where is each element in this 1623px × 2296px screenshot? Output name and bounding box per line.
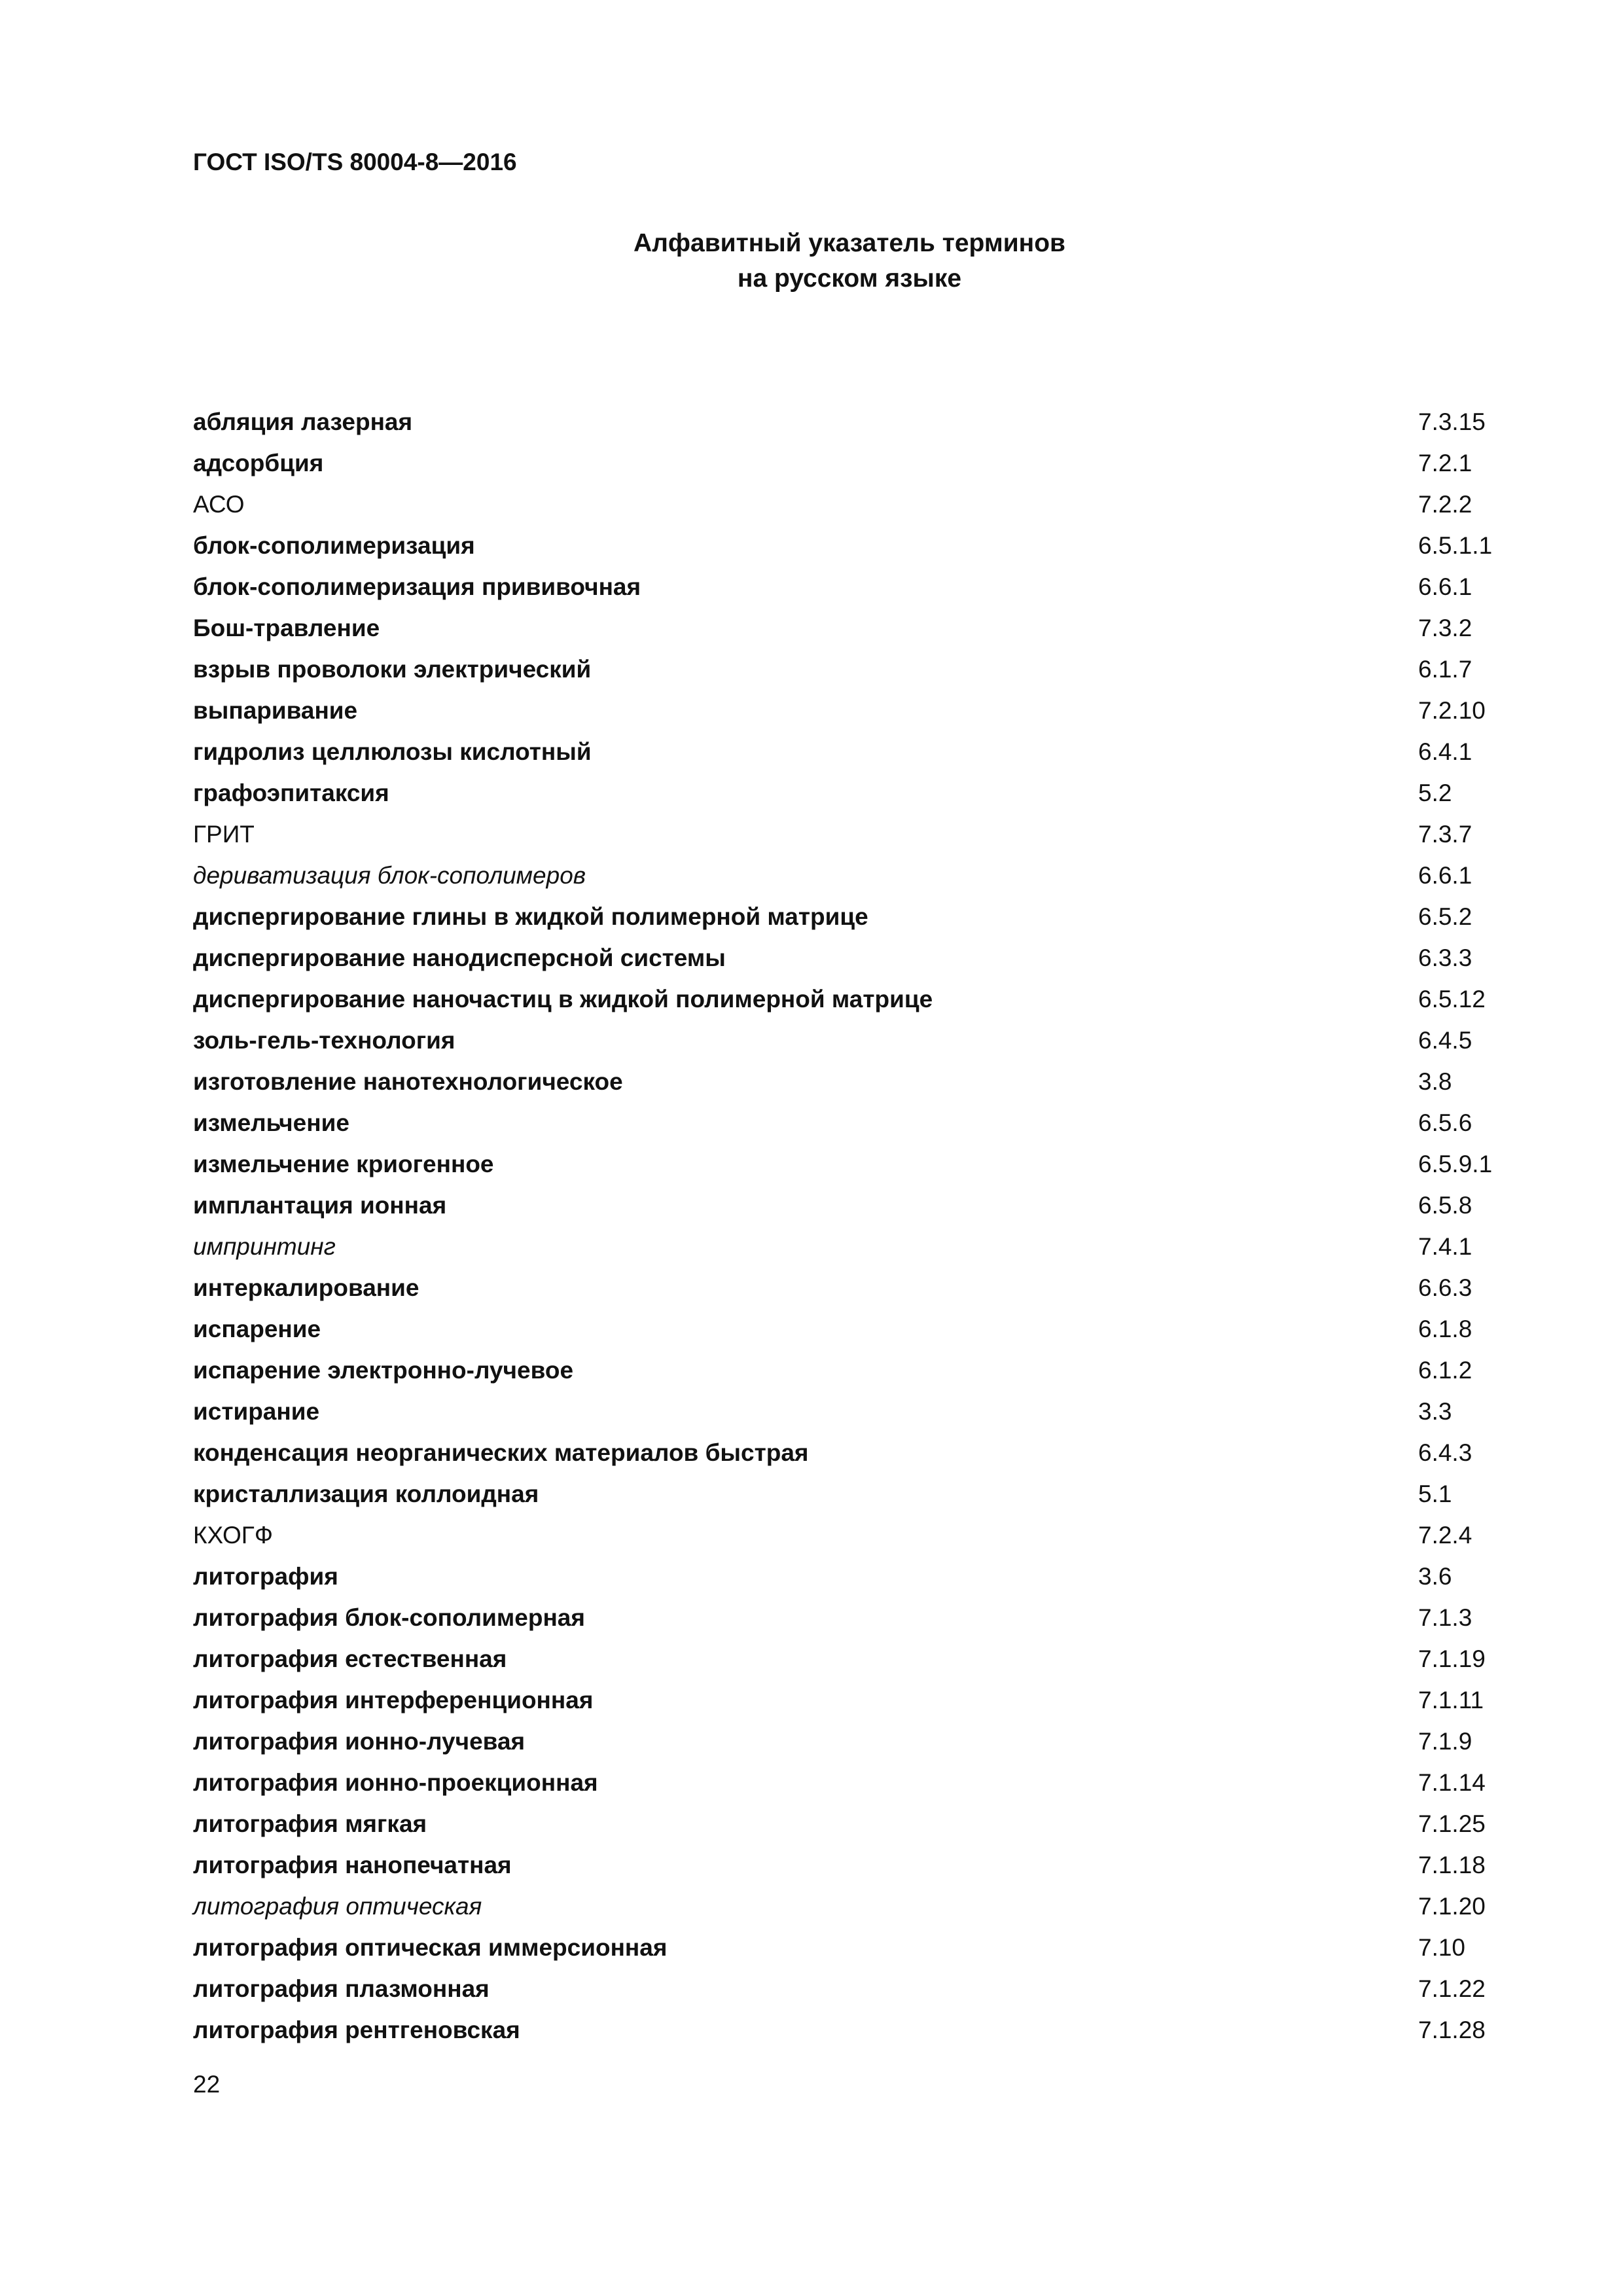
- index-section-ref: 6.6.1: [1418, 573, 1472, 600]
- index-section-ref: 7.2.2: [1418, 491, 1472, 518]
- index-section-ref: 7.4.1: [1418, 1233, 1472, 1260]
- index-section-ref: 6.5.8: [1418, 1192, 1472, 1219]
- index-term: литография нанопечатная: [193, 1852, 512, 1878]
- index-entry: [193, 1844, 1495, 1886]
- index-section-ref: 7.1.20: [1418, 1893, 1486, 1920]
- index-section-ref: 6.4.1: [1418, 738, 1472, 765]
- index-term: ГРИТ: [193, 821, 255, 848]
- index-term: литография мягкая: [193, 1810, 427, 1837]
- index-section-ref: 7.1.19: [1418, 1645, 1486, 1672]
- document-header: ГОСТ ISO/TS 80004-8—2016: [193, 149, 517, 175]
- index-entry: [193, 1886, 1495, 1927]
- index-term: диспергирование глины в жидкой полимерной матрице: [193, 903, 868, 930]
- index-term: гидролиз целлюлозы кислотный: [193, 738, 592, 765]
- index-section-ref: 7.1.25: [1418, 1810, 1486, 1837]
- index-entry: [193, 1927, 1495, 1968]
- index-entry: [193, 1143, 1495, 1185]
- index-title: [0, 226, 1623, 296]
- page-number: 22: [193, 2071, 221, 2098]
- index-term: литография: [193, 1563, 338, 1590]
- index-term: литография оптическая иммерсионная: [193, 1934, 668, 1961]
- index-term: истирание: [193, 1398, 320, 1425]
- index-term: графоэпитаксия: [193, 780, 389, 806]
- index-section-ref: 7.1.3: [1418, 1604, 1472, 1631]
- index-section-ref: 7.1.18: [1418, 1852, 1486, 1878]
- index-section-ref: 6.6.1: [1418, 862, 1472, 889]
- index-term: испарение электронно-лучевое: [193, 1357, 574, 1384]
- index-entry: [193, 1020, 1495, 1061]
- index-entry: [193, 1308, 1495, 1350]
- index-term: изготовление нанотехнологическое: [193, 1068, 623, 1095]
- index-term: блок-сополимеризация: [193, 532, 475, 559]
- index-title-line-2: на русском языке: [737, 264, 962, 293]
- index-entry: [193, 814, 1495, 855]
- index-term: измельчение криогенное: [193, 1151, 494, 1177]
- index-section-ref: 6.5.2: [1418, 903, 1472, 930]
- index-entry: [193, 1350, 1495, 1391]
- index-section-ref: 7.1.9: [1418, 1728, 1472, 1755]
- index-entry: [193, 1473, 1495, 1515]
- index-entry: [193, 1391, 1495, 1432]
- index-section-ref: 7.2.10: [1418, 697, 1486, 724]
- index-term: диспергирование нанодисперсной системы: [193, 944, 726, 971]
- index-entry: [193, 1061, 1495, 1102]
- index-entry: [193, 566, 1495, 607]
- index-section-ref: 7.1.11: [1418, 1687, 1484, 1713]
- index-entry: [193, 1721, 1495, 1762]
- index-section-ref: 7.10: [1418, 1934, 1466, 1961]
- index-term: импринтинг: [193, 1233, 336, 1260]
- index-entry: [193, 484, 1495, 525]
- index-section-ref: 6.4.5: [1418, 1027, 1472, 1054]
- index-term: измельчение: [193, 1109, 349, 1136]
- index-entry: [193, 1556, 1495, 1597]
- index-term: КХОГФ: [193, 1522, 273, 1549]
- index-term: диспергирование наночастиц в жидкой полимерной матрице: [193, 986, 933, 1013]
- index-section-ref: 6.3.3: [1418, 944, 1472, 971]
- index-entry: [193, 2009, 1495, 2051]
- index-term: конденсация неорганических материалов быстрая: [193, 1439, 809, 1466]
- index-entry: [193, 772, 1495, 814]
- index-section-ref: 6.6.3: [1418, 1274, 1472, 1301]
- index-term: литография плазмонная: [193, 1975, 490, 2002]
- index-section-ref: 5.1: [1418, 1480, 1452, 1507]
- index-entry: [193, 1968, 1495, 2009]
- index-term: литография ионно-лучевая: [193, 1728, 526, 1755]
- index-entry: [193, 855, 1495, 896]
- index-section-ref: 6.5.9.1: [1418, 1151, 1493, 1177]
- index-entry: [193, 978, 1495, 1020]
- index-section-ref: 7.3.7: [1418, 821, 1472, 848]
- index-entry: [193, 1762, 1495, 1803]
- index-entry: [193, 607, 1495, 649]
- index-section-ref: 6.1.8: [1418, 1316, 1472, 1342]
- index-term: литография блок-сополимерная: [193, 1604, 585, 1631]
- index-entry: [193, 401, 1495, 442]
- index-term: золь-гель-технология: [193, 1027, 455, 1054]
- index-section-ref: 6.4.3: [1418, 1439, 1472, 1466]
- index-entry: [193, 1638, 1495, 1679]
- index-section-ref: 7.1.28: [1418, 2017, 1486, 2043]
- index-term: кристаллизация коллоидная: [193, 1480, 539, 1507]
- index-entry: [193, 525, 1495, 566]
- index-term: абляция лазерная: [193, 408, 413, 435]
- index-entry: [193, 731, 1495, 772]
- index-entry: [193, 896, 1495, 937]
- index-title-line-1: Алфавитный указатель терминов: [633, 229, 1066, 257]
- index-entry: [193, 1515, 1495, 1556]
- index-entry: [193, 1432, 1495, 1473]
- index-term: Бош-травление: [193, 615, 380, 641]
- index-term: имплантация ионная: [193, 1192, 447, 1219]
- index-term: блок-сополимеризация прививочная: [193, 573, 641, 600]
- index-entry: [193, 1185, 1495, 1226]
- index-section-ref: 3.6: [1418, 1563, 1452, 1590]
- index-term: взрыв проволоки электрический: [193, 656, 592, 683]
- index-entry: [193, 1803, 1495, 1844]
- index-section-ref: 6.5.1.1: [1418, 532, 1493, 559]
- term-index-list: [193, 401, 1495, 2051]
- index-entry: [193, 690, 1495, 731]
- index-section-ref: 3.8: [1418, 1068, 1452, 1095]
- index-entry: [193, 1597, 1495, 1638]
- index-term: дериватизация блок-сополимеров: [193, 862, 586, 889]
- index-section-ref: 5.2: [1418, 780, 1452, 806]
- index-term: интеркалирование: [193, 1274, 419, 1301]
- index-section-ref: 7.3.2: [1418, 615, 1472, 641]
- index-section-ref: 7.1.14: [1418, 1769, 1486, 1796]
- index-term: литография естественная: [193, 1645, 507, 1672]
- index-section-ref: 3.3: [1418, 1398, 1452, 1425]
- index-term: выпаривание: [193, 697, 358, 724]
- index-section-ref: 6.5.6: [1418, 1109, 1472, 1136]
- index-entry: [193, 937, 1495, 978]
- index-term: литография оптическая: [193, 1893, 482, 1920]
- index-term: литография рентгеновская: [193, 2017, 520, 2043]
- index-section-ref: 6.5.12: [1418, 986, 1486, 1013]
- index-section-ref: 7.3.15: [1418, 408, 1486, 435]
- index-section-ref: 6.1.2: [1418, 1357, 1472, 1384]
- index-entry: [193, 1102, 1495, 1143]
- index-term: литография интерференционная: [193, 1687, 594, 1713]
- index-entry: [193, 649, 1495, 690]
- index-entry: [193, 1267, 1495, 1308]
- index-term: АСО: [193, 491, 245, 518]
- index-section-ref: 7.1.22: [1418, 1975, 1486, 2002]
- index-section-ref: 6.1.7: [1418, 656, 1472, 683]
- index-section-ref: 7.2.1: [1418, 450, 1472, 476]
- index-entry: [193, 1226, 1495, 1267]
- index-term: адсорбция: [193, 450, 324, 476]
- index-term: испарение: [193, 1316, 321, 1342]
- index-section-ref: 7.2.4: [1418, 1522, 1472, 1549]
- index-term: литография ионно-проекционная: [193, 1769, 598, 1796]
- index-entry: [193, 442, 1495, 484]
- index-entry: [193, 1679, 1495, 1721]
